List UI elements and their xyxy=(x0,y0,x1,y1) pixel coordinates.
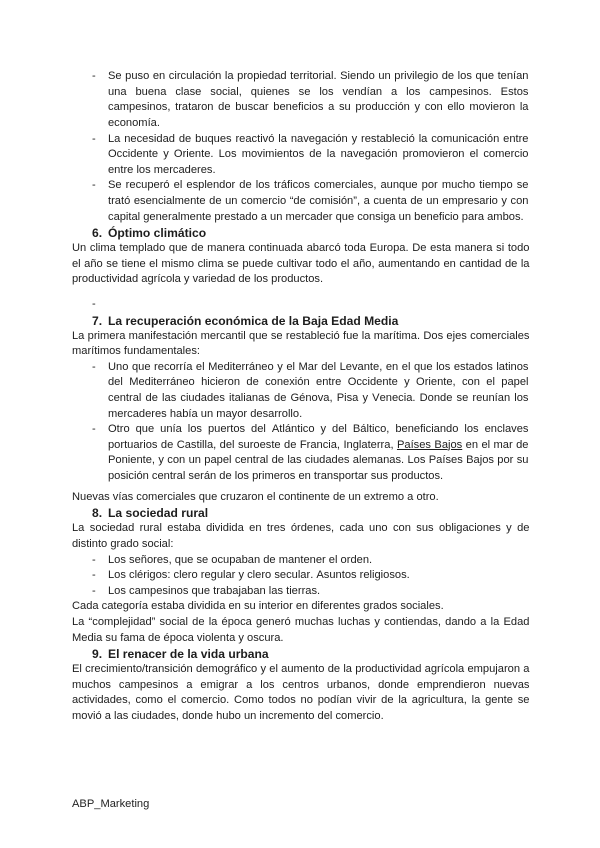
list-item-text: Se recuperó el esplendor de los tráficos comerciales, aunque por mucho tiempo se trató esencialmente de un comercio “de comisión”, a cuenta de un empresario y con capital generalmente prestado a un mercader que consiga un beneficio para ambos. xyxy=(108,179,529,223)
paragraph: Un clima templado que de manera continuada abarcó toda Europa. De esta manera si todo el año se tiene el mismo clima se puede cultivar todo el año, aumentando en cantidad de la productividad agrícola y variedad de los productos. xyxy=(72,242,530,286)
paragraph: Cada categoría estaba dividida en su interior en diferentes grados sociales. xyxy=(72,600,444,613)
section-title: La recuperación económica de la Baja Edad Media xyxy=(108,313,399,328)
page-footer: ABP_Marketing xyxy=(72,798,150,810)
list-item-text: en el mar de Poniente, y con un papel central de las ciudades alemanas. Los Países Bajos por su posición central serán de los primeros en transportar sus productos. xyxy=(108,438,529,483)
empty-bullet-dash: - xyxy=(92,298,96,311)
section-number: 8. xyxy=(92,506,103,521)
list-item xyxy=(92,584,529,600)
list-item-text: Uno que recorría el Mediterráneo y el Mar del Levante, en el que los estados latinos del Mediterráneo hicieron de conexión entre Occidente y Oriente, con el papel central de las ciudades italianas de Génova, Pisa y Venecia. Donde se reunían los mercaderes había un mayor desarrollo. xyxy=(108,360,529,420)
section-title: La sociedad rural xyxy=(108,506,209,521)
bullet-dash: - xyxy=(92,132,96,145)
bullet-dash: - xyxy=(92,569,96,582)
paragraph: La “complejidad” social de la época generó muchas luchas y contiendas, dando a la Edad Media su fama de época violenta y oscura. xyxy=(72,615,530,644)
list-item-text: Los señores, que se ocupaban de mantener el orden. xyxy=(108,553,373,566)
list-item xyxy=(92,360,529,422)
bullet-dash: - xyxy=(92,584,96,597)
list-item-text: Otro que unía los puertos del Atlántico y del Báltico, beneficiando los enclaves portuarios de Castilla, del suroeste de Francia, Inglaterra, xyxy=(108,423,529,451)
paragraph: La sociedad rural estaba dividida en tres órdenes, cada uno con sus obligaciones y de distinto grado social: xyxy=(72,522,530,550)
paises-bajos-link[interactable]: Países Bajos xyxy=(396,438,463,451)
list-item-text: Los campesinos que trabajaban las tierras. xyxy=(108,584,321,597)
paragraph: El crecimiento/transición demográfico y el aumento de la productividad agrícola empujaron a muchos campesinos a emigrar a los centros urbanos, donde emprendieron nuevas actividades, como el comercio. Como todos no podían vivir de la agricultura, la gente se movió a las ciudades, donde hubo un incremento del comercio. xyxy=(72,663,530,722)
list-item-text: Se puso en circulación la propiedad territorial. Siendo un privilegio de los que tenían una buena clase social, quienes se los vendían a los campesinos. Estos campesinos, trataron de buscar beneficios a su producción y con ello movieron la economía. xyxy=(108,70,529,129)
bullet-dash: - xyxy=(92,179,96,192)
section-heading-sociedad-rural xyxy=(72,505,530,521)
paragraph: Nuevas vías comerciales que cruzaron el continente de un extremo a otro. xyxy=(72,490,439,503)
list-item xyxy=(92,553,529,569)
section-number: 7. xyxy=(92,313,103,328)
bullet-dash: - xyxy=(92,70,96,83)
section-title: Óptimo climático xyxy=(108,226,207,241)
bullet-dash: - xyxy=(92,553,96,566)
section-number: 6. xyxy=(92,226,103,241)
list-item xyxy=(92,422,529,484)
section-heading-optimo-climatico xyxy=(72,225,530,241)
trade-routes-list xyxy=(72,360,529,485)
paragraph: La primera manifestación mercantil que se restableció fue la marítima. Dos ejes comerciales marítimos fundamentales: xyxy=(72,329,530,358)
document-body xyxy=(72,69,530,724)
list-item xyxy=(92,568,529,584)
bullet-dash: - xyxy=(92,423,96,436)
intro-bullet-list xyxy=(72,69,529,225)
list-item xyxy=(92,178,529,225)
bullet-dash: - xyxy=(92,360,96,373)
section-number: 9. xyxy=(92,647,103,662)
list-item xyxy=(92,132,529,179)
social-orders-list xyxy=(72,553,529,600)
list-item-text: Los clérigos: clero regular y clero secular. Asuntos religiosos. xyxy=(108,569,410,582)
list-item-text: La necesidad de buques reactivó la navegación y restableció la comunicación entre Occidente y Oriente. Los movimientos de la navegación promovieron el comercio entre los mercaderes. xyxy=(108,132,529,176)
section-title: El renacer de la vida urbana xyxy=(108,647,269,662)
list-item xyxy=(92,69,529,131)
section-heading-renacer-vida-urbana xyxy=(72,646,530,662)
section-heading-recuperacion-economica xyxy=(72,313,530,329)
